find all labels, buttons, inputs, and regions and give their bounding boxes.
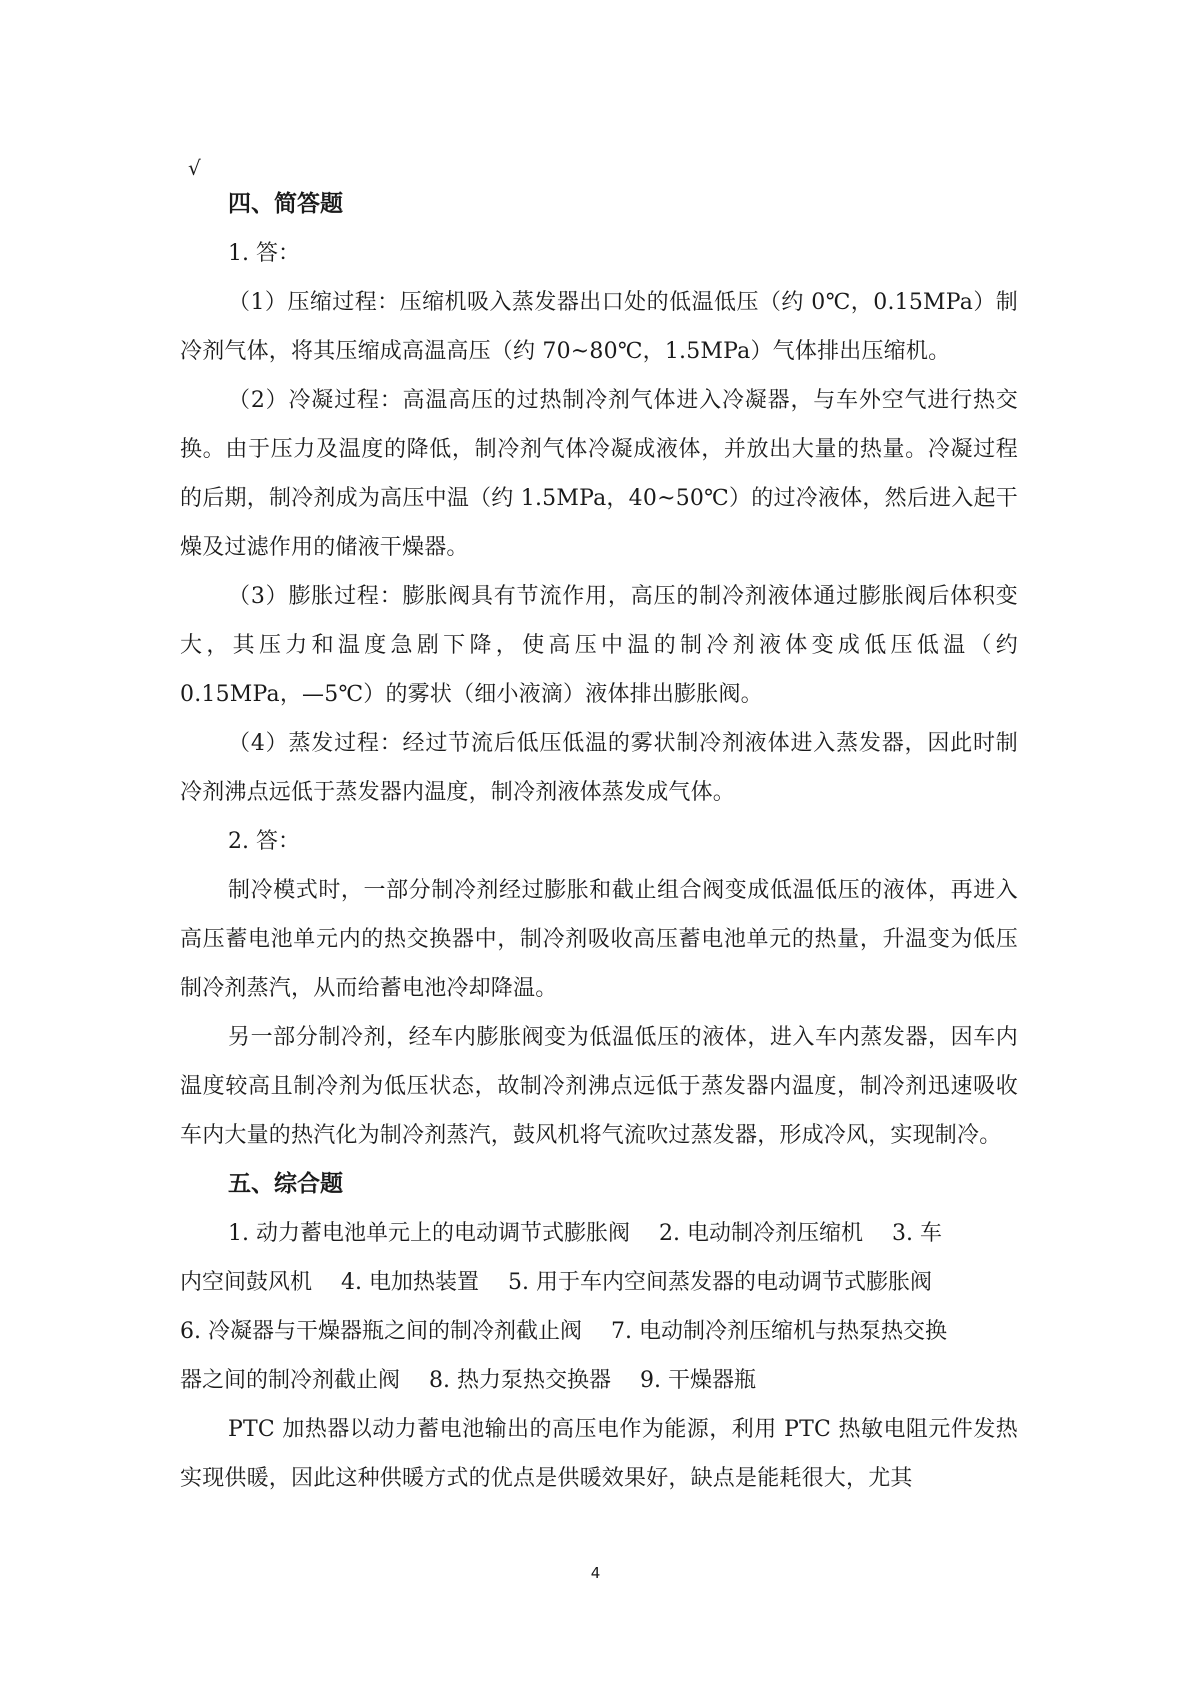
q1-paragraph-condensation: （2）冷凝过程：高温高压的过热制冷剂气体进入冷凝器，与车外空气进行热交换。由于压力及温度的降低，制冷剂气体冷凝成液体，并放出大量的热量。冷凝过程的后期，制冷剂成为高压中温（约 1.5MPa，40~50℃）的过冷液体，然后进入起干燥及过滤作用的储液干燥器。 xyxy=(180,388,1018,560)
page-body xyxy=(180,180,1018,1503)
section-heading-comprehensive: 五、综合题 xyxy=(228,1171,343,1197)
component-list-line: 内空间鼓风机 4. 电加热装置 5. 用于车内空间蒸发器的电动调节式膨胀阀 xyxy=(180,1270,932,1295)
q1-paragraph-evaporation: （4）蒸发过程：经过节流后低压低温的雾状制冷剂液体进入蒸发器，因此时制冷剂沸点远低于蒸发器内温度，制冷剂液体蒸发成气体。 xyxy=(180,731,1018,805)
question-1-label: 1. 答： xyxy=(228,241,300,266)
component-list-line: 器之间的制冷剂截止阀 8. 热力泵热交换器 9. 干燥器瓶 xyxy=(180,1368,756,1393)
question-2-label: 2. 答： xyxy=(228,829,300,854)
q1-paragraph-compression: （1）压缩过程：压缩机吸入蒸发器出口处的低温低压（约 0℃，0.15MPa）制冷剂气体，将其压缩成高温高压（约 70~80℃，1.5MPa）气体排出压缩机。 xyxy=(180,290,1018,364)
ptc-heater-paragraph: PTC 加热器以动力蓄电池输出的高压电作为能源，利用 PTC 热敏电阻元件发热实现供暖，因此这种供暖方式的优点是供暖效果好，缺点是能耗很大，尤其 xyxy=(180,1417,1018,1491)
component-list-line: 6. 冷凝器与干燥器瓶之间的制冷剂截止阀 7. 电动制冷剂压缩机与热泵热交换 xyxy=(180,1319,947,1344)
check-mark: √ xyxy=(188,156,201,180)
q2-paragraph-battery-cooling: 制冷模式时，一部分制冷剂经过膨胀和截止组合阀变成低温低压的液体，再进入高压蓄电池单元内的热交换器中，制冷剂吸收高压蓄电池单元的热量，升温变为低压制冷剂蒸汽，从而给蓄电池冷却降温。 xyxy=(180,878,1018,1001)
component-list-line: 1. 动力蓄电池单元上的电动调节式膨胀阀 2. 电动制冷剂压缩机 3. 车 xyxy=(228,1221,942,1246)
page-number: 4 xyxy=(590,1564,601,1582)
q1-paragraph-expansion: （3）膨胀过程：膨胀阀具有节流作用，高压的制冷剂液体通过膨胀阀后体积变大，其压力和温度急剧下降，使高压中温的制冷剂液体变成低压低温（约 0.15MPa，—5℃）的雾状（细小液滴）液体排出膨胀阀。 xyxy=(180,584,1018,707)
q2-paragraph-cabin-cooling: 另一部分制冷剂，经车内膨胀阀变为低温低压的液体，进入车内蒸发器，因车内温度较高且制冷剂为低压状态，故制冷剂沸点远低于蒸发器内温度，制冷剂迅速吸收车内大量的热汽化为制冷剂蒸汽，鼓风机将气流吹过蒸发器，形成冷风，实现制冷。 xyxy=(180,1025,1018,1148)
section-heading-short-answer: 四、简答题 xyxy=(228,191,343,217)
